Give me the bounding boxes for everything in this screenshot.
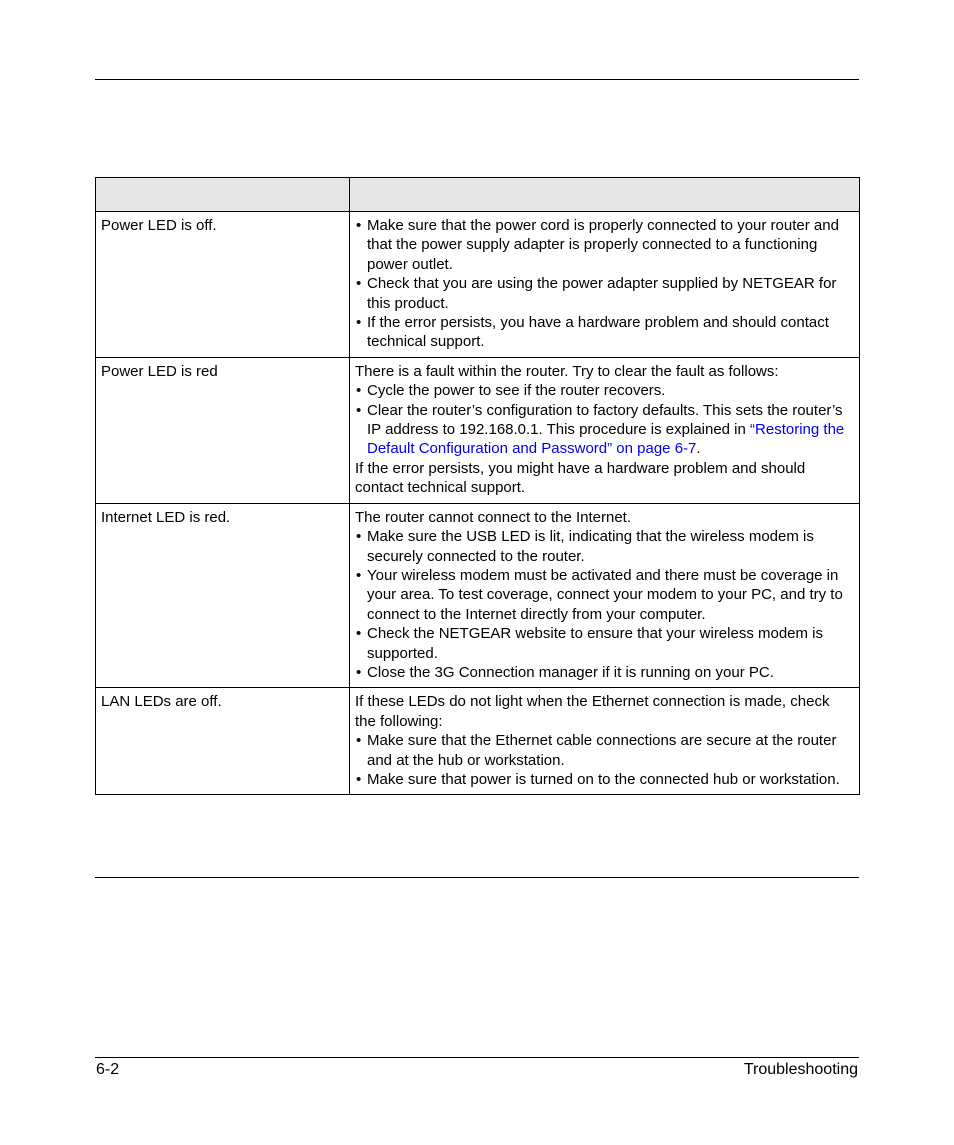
- table-row: [96, 212, 860, 358]
- troubleshooting-table: [95, 177, 860, 795]
- column-header-symptom: [96, 178, 350, 212]
- remedy-bullet-text: Make sure the USB LED is lit, indicating that the wireless modem is securely connected to the router.: [367, 528, 814, 565]
- remedy-bullet: [355, 624, 854, 663]
- remedy-intro: There is a fault within the router. Try to clear the fault as follows:: [355, 362, 779, 380]
- remedy-bullet: [355, 313, 854, 352]
- table-header-row: [96, 178, 860, 212]
- remedy-bullet: [355, 216, 854, 274]
- table-end-rule: [95, 877, 859, 878]
- remedy-bullet: [355, 731, 854, 770]
- table-row: [96, 688, 860, 795]
- remedy-bullet-text: Check the NETGEAR website to ensure that your wireless modem is supported.: [367, 625, 824, 662]
- remedy-bullet: [355, 663, 854, 682]
- table-row: [96, 503, 860, 688]
- remedy-bullet-text: Check that you are using the power adapter supplied by NETGEAR for this product.: [367, 275, 837, 312]
- remedy-cell: [350, 688, 860, 795]
- remedy-bullet: [355, 401, 854, 459]
- column-header-cause: [350, 178, 860, 212]
- remedy-bullet-text: Make sure that the power cord is properly connected to your router and that the power supply adapter is properly connected to a functioning power outlet.: [367, 217, 839, 273]
- restore-defaults-link[interactable]: “Restoring the Default Configuration and Password” on page 6-7: [367, 421, 845, 458]
- remedy-cell: [350, 357, 860, 503]
- table-body: [96, 212, 860, 795]
- remedy-bullet-text: Close the 3G Connection manager if it is running on your PC.: [367, 663, 774, 681]
- remedy-intro: The router cannot connect to the Internet.: [355, 508, 632, 526]
- remedy-cell: [350, 503, 860, 688]
- link-trailing-punctuation: .: [696, 440, 701, 458]
- symptom-cell: Internet LED is red.: [96, 503, 350, 688]
- remedy-bullet-text: Clear the router’s configuration to factory defaults. This sets the router’s IP address to 192.168.0.1. This procedure is explained in: [367, 401, 843, 439]
- remedy-bullet: [355, 527, 854, 566]
- symptom-cell: Power LED is red: [96, 357, 350, 503]
- symptom-cell: Power LED is off.: [96, 212, 350, 358]
- remedy-bullet-text: Your wireless modem must be activated and there must be coverage in your area. To test coverage, connect your modem to your PC, and try to connect to the Internet directly from your computer.: [367, 566, 843, 623]
- footer-section-title: Troubleshooting: [743, 1061, 858, 1078]
- remedy-bullet-text: If the error persists, you have a hardware problem and should contact technical support.: [367, 314, 829, 351]
- remedy-bullet: [355, 566, 854, 624]
- footer-rule: [95, 1057, 859, 1058]
- remedy-bullet: [355, 770, 854, 789]
- remedy-bullet: [355, 381, 854, 400]
- remedy-cell: [350, 212, 860, 358]
- remedy-outro: If the error persists, you might have a hardware problem and should contact technical support.: [355, 459, 806, 497]
- remedy-bullet-text: Make sure that power is turned on to the connected hub or workstation.: [367, 770, 840, 788]
- symptom-cell: LAN LEDs are off.: [96, 688, 350, 795]
- header-rule: [95, 79, 859, 80]
- remedy-intro: If these LEDs do not light when the Ethernet connection is made, check the following:: [355, 693, 830, 730]
- table-row: [96, 357, 860, 503]
- remedy-bullet: [355, 274, 854, 313]
- remedy-bullet-text: Cycle the power to see if the router recovers.: [367, 382, 666, 400]
- remedy-bullet-text: Make sure that the Ethernet cable connections are secure at the router and at the hub or workstation.: [367, 732, 837, 769]
- footer-page-number: 6-2: [96, 1061, 120, 1078]
